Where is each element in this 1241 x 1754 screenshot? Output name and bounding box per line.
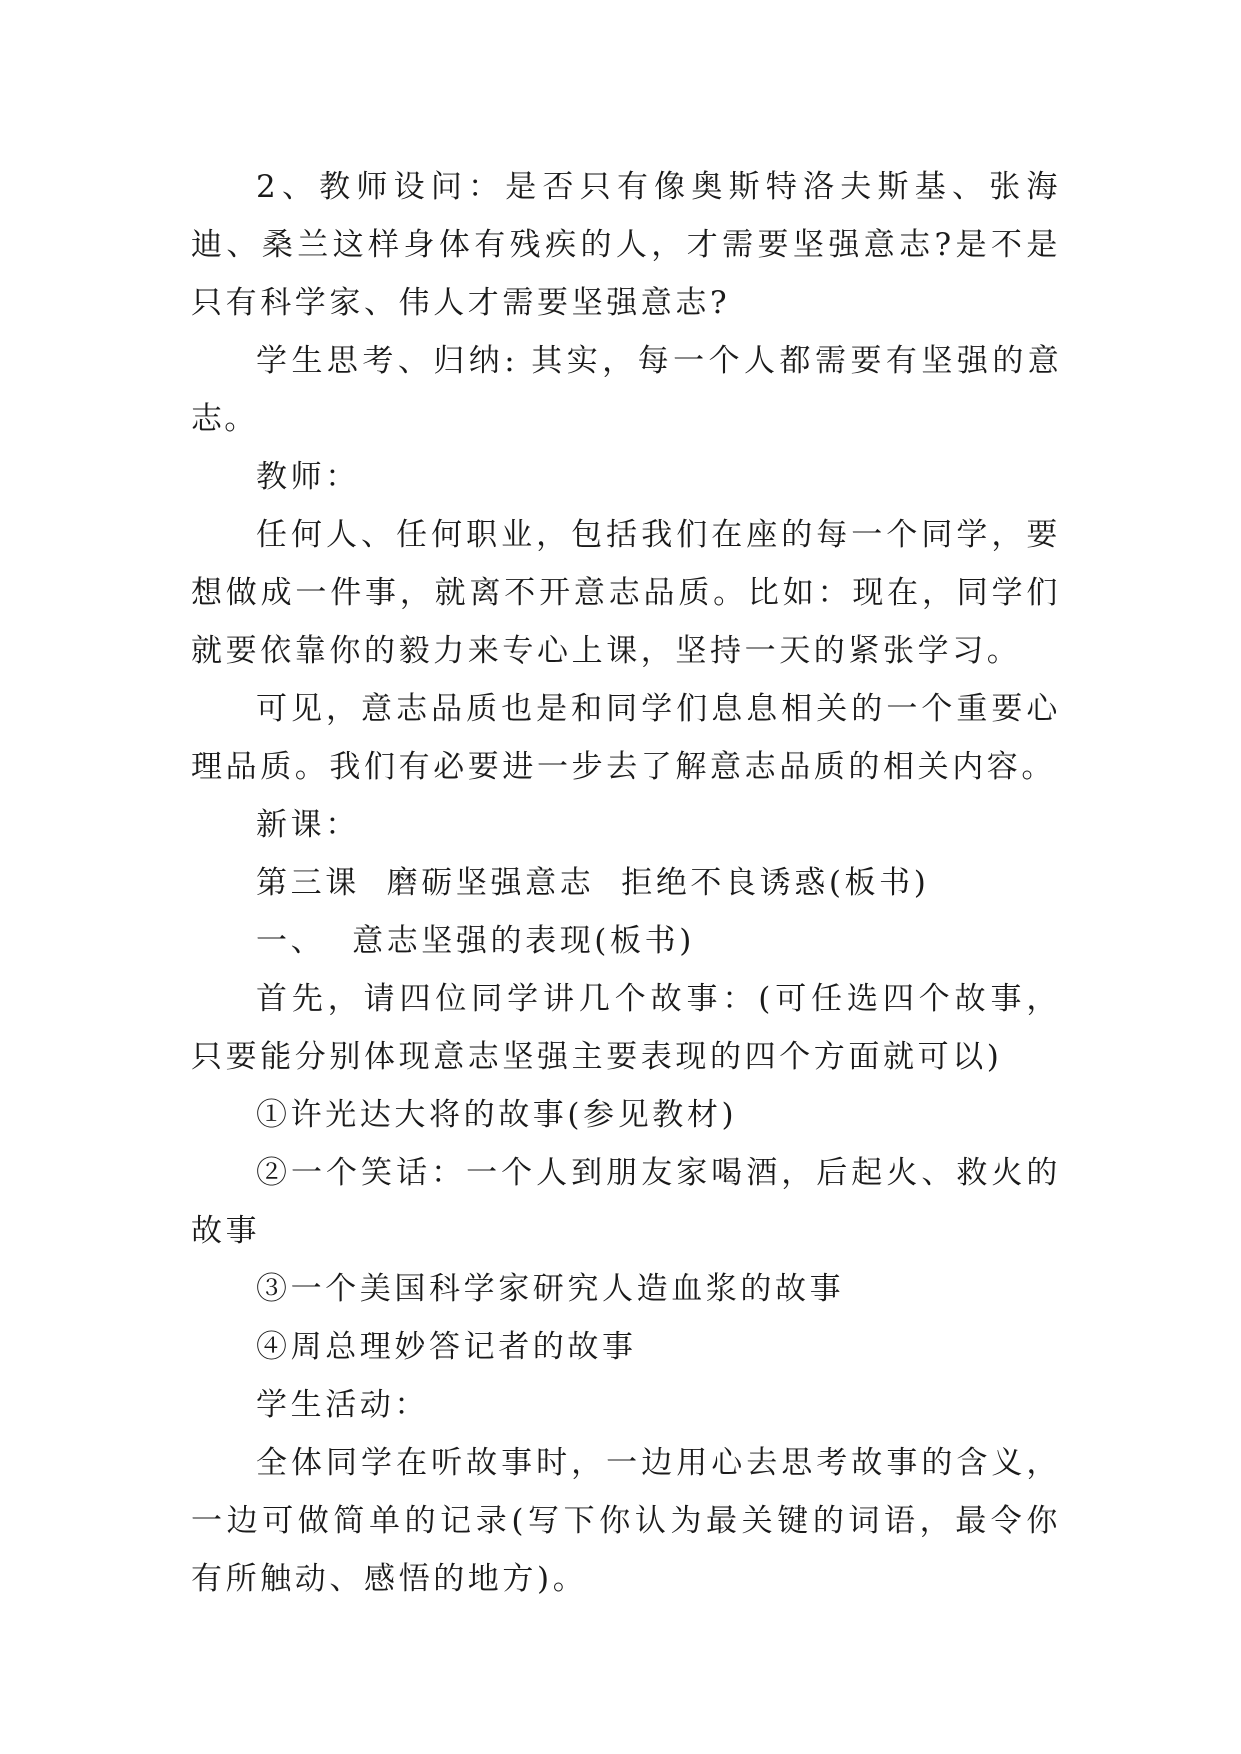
paragraph-student-activity-label: 学生活动： [256, 1387, 429, 1423]
list-item-story-3: ③一个美国科学家研究人造血浆的故事 [256, 1271, 845, 1307]
paragraph-new-lesson-label: 新课： [256, 807, 360, 843]
list-item-story-1: ①许光达大将的故事(参见教材) [256, 1097, 738, 1133]
paragraph-student-summary: 学生思考、归纳: 其实，每一个人都需要有坚强的意志。 [191, 343, 1061, 437]
paragraph-student-activity: 全体同学在听故事时，一边用心去思考故事的含义，一边可做简单的记录(写下你认为最关键的词语，最令你有所触动、感悟的地方)。 [191, 1445, 1061, 1597]
paragraph-teacher-question: 2、教师设问：是否只有像奥斯特洛夫斯基、张海迪、桑兰这样身体有残疾的人，才需要坚强意志?是不是只有科学家、伟人才需要坚强意志? [191, 169, 1061, 321]
list-item-story-4: ④周总理妙答记者的故事 [256, 1329, 637, 1365]
document-body [191, 158, 1061, 1608]
paragraph-anyone-needs-will: 任何人、任何职业，包括我们在座的每一个同学，要想做成一件事，就离不开意志品质。比如：现在，同学们就要依靠你的毅力来专心上课，坚持一天的紧张学习。 [191, 517, 1061, 669]
lesson-title: 第三课 磨砺坚强意志 拒绝不良诱惑(板书) [256, 865, 930, 901]
paragraph-teacher-label: 教师： [256, 459, 360, 495]
section-heading: 一、 意志坚强的表现(板书) [256, 923, 695, 959]
paragraph-will-quality-important: 可见，意志品质也是和同学们息息相关的一个重要心理品质。我们有必要进一步去了解意志品质的相关内容。 [191, 691, 1061, 785]
list-item-story-2: ②一个笑话：一个人到朋友家喝酒，后起火、救火的故事 [191, 1155, 1061, 1249]
paragraph-four-stories: 首先，请四位同学讲几个故事：(可任选四个故事，只要能分别体现意志坚强主要表现的四个方面就可以) [191, 981, 1061, 1075]
